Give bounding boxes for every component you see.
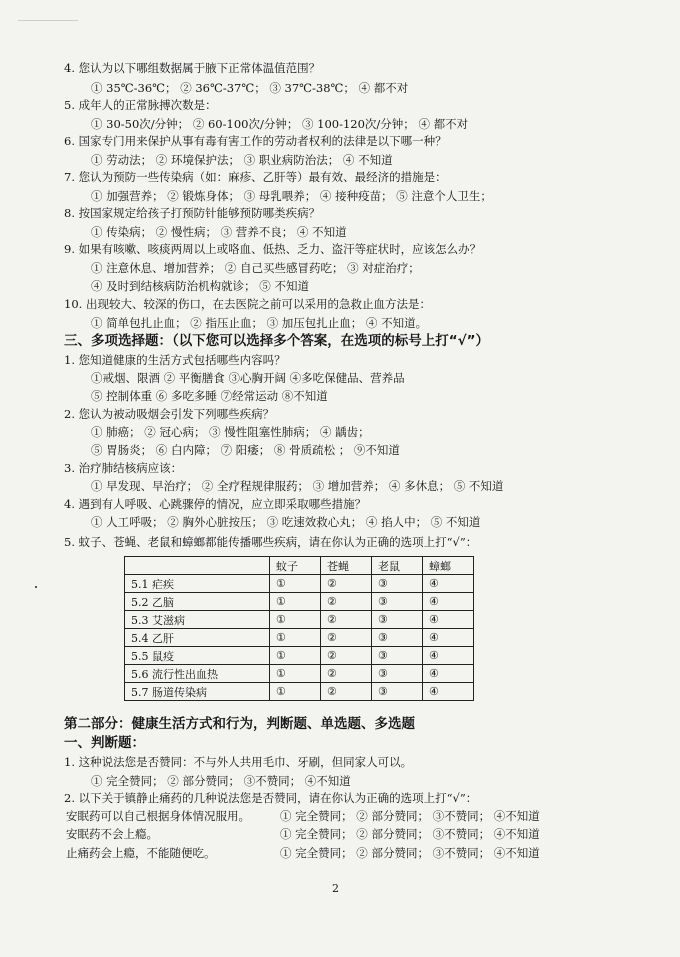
m2-question: 2. 您认为被动吸烟会引发下列哪些疾病？ bbox=[64, 407, 275, 421]
j2-item-text: 安眠药可以自己根据身体情况服用。 bbox=[66, 809, 250, 823]
j2-item-row bbox=[66, 845, 626, 861]
option-cell: ① bbox=[270, 575, 321, 593]
q8-question: 8. 按国家规定给孩子打预防针能够预防哪类疾病？ bbox=[64, 206, 321, 220]
option-cell: ④ bbox=[423, 593, 474, 611]
disease-label: 5.1 疟疾 bbox=[125, 575, 270, 593]
q9-question: 9. 如果有咳嗽、咳痰两周以上或咯血、低热、乏力、盗汗等症状时，应该怎么办？ bbox=[64, 242, 482, 256]
option-cell: ② bbox=[321, 611, 372, 629]
j2-question: 2. 以下关于镇静止痛药的几种说法您是否赞同，请在你认为正确的选项上打“√”： bbox=[64, 791, 478, 805]
m3-options: ① 早发现、早治疗； ② 全疗程规律服药； ③ 增加营养； ④ 多休息； ⑤ 不知道 bbox=[91, 479, 504, 493]
option-cell: ③ bbox=[372, 683, 423, 701]
disease-vector-table bbox=[124, 556, 474, 701]
j2-item-row bbox=[66, 826, 626, 842]
q10-question: 10. 出现较大、较深的伤口，在去医院之前可以采用的急救止血方法是： bbox=[64, 297, 431, 311]
m1-question: 1. 您知道健康的生活方式包括哪些内容吗？ bbox=[64, 353, 286, 367]
j2-item-options: ① 完全赞同； ② 部分赞同； ③不赞同； ④不知道 bbox=[280, 827, 540, 841]
table-header-cell: 老鼠 bbox=[372, 557, 423, 575]
option-cell: ③ bbox=[372, 575, 423, 593]
option-cell: ② bbox=[321, 665, 372, 683]
q5-question: 5. 成年人的正常脉搏次数是： bbox=[64, 98, 217, 112]
j2-item-options: ① 完全赞同； ② 部分赞同； ③不赞同； ④不知道 bbox=[280, 809, 540, 823]
table-row bbox=[125, 665, 474, 683]
option-cell: ④ bbox=[423, 629, 474, 647]
j2-item-row bbox=[66, 808, 626, 824]
disease-label: 5.3 艾滋病 bbox=[125, 611, 270, 629]
table-row bbox=[125, 629, 474, 647]
q9-options-line1: ① 注意休息、增加营养； ② 自己买些感冒药吃； ③ 对症治疗； bbox=[91, 261, 420, 275]
option-cell: ④ bbox=[423, 665, 474, 683]
option-cell: ① bbox=[270, 665, 321, 683]
table-header-cell: 苍蝇 bbox=[321, 557, 372, 575]
option-cell: ② bbox=[321, 593, 372, 611]
option-cell: ④ bbox=[423, 611, 474, 629]
q7-question: 7. 您认为预防一些传染病（如：麻疹、乙肝等）最有效、最经济的措施是： bbox=[64, 170, 447, 184]
disease-label: 5.2 乙脑 bbox=[125, 593, 270, 611]
m2-options-line1: ① 肺癌； ② 冠心病； ③ 慢性阻塞性肺病； ④ 龋齿； bbox=[91, 425, 370, 439]
q4-question: 4. 您认为以下哪组数据属于腋下正常体温值范围？ bbox=[64, 61, 321, 75]
table-row bbox=[125, 683, 474, 701]
scan-speck bbox=[35, 586, 37, 588]
q9-options-line2: ④ 及时到结核病防治机构就诊； ⑤ 不知道 bbox=[91, 279, 309, 293]
j2-item-text: 止痛药会上瘾，不能随便吃。 bbox=[66, 846, 216, 860]
disease-label: 5.6 流行性出血热 bbox=[125, 665, 270, 683]
option-cell: ③ bbox=[372, 593, 423, 611]
disease-label: 5.4 乙肝 bbox=[125, 629, 270, 647]
option-cell: ① bbox=[270, 593, 321, 611]
option-cell: ④ bbox=[423, 647, 474, 665]
m4-question: 4. 遇到有人呼吸、心跳骤停的情况，应立即采取哪些措施？ bbox=[64, 497, 367, 511]
option-cell: ③ bbox=[372, 647, 423, 665]
table-header-cell: 蚊子 bbox=[270, 557, 321, 575]
option-cell: ① bbox=[270, 647, 321, 665]
option-cell: ④ bbox=[423, 683, 474, 701]
table-row bbox=[125, 575, 474, 593]
scan-edge-mark bbox=[18, 12, 78, 21]
m5-question: 5. 蚊子、苍蝇、老鼠和蟑螂都能传播哪些疾病，请在你认为正确的选项上打“√”： bbox=[64, 535, 478, 549]
table-row bbox=[125, 611, 474, 629]
table-row bbox=[125, 593, 474, 611]
disease-label: 5.5 鼠疫 bbox=[125, 647, 270, 665]
disease-label: 5.7 肠道传染病 bbox=[125, 683, 270, 701]
section3-heading: 三、多项选择题：（以下您可以选择多个答案，在选项的标号上打“√”） bbox=[64, 333, 489, 349]
j2-item-text: 安眠药不会上瘾。 bbox=[66, 827, 158, 841]
table-header-row bbox=[125, 557, 474, 575]
option-cell: ② bbox=[321, 683, 372, 701]
option-cell: ② bbox=[321, 647, 372, 665]
option-cell: ② bbox=[321, 575, 372, 593]
option-cell: ③ bbox=[372, 665, 423, 683]
table-header-cell: 蟑螂 bbox=[423, 557, 474, 575]
option-cell: ① bbox=[270, 629, 321, 647]
m3-question: 3. 治疗肺结核病应该： bbox=[64, 461, 183, 475]
j1-options: ① 完全赞同； ② 部分赞同； ③不赞同； ④不知道 bbox=[91, 774, 351, 788]
j2-item-options: ① 完全赞同； ② 部分赞同； ③不赞同； ④不知道 bbox=[280, 846, 540, 860]
q6-question: 6. 国家专门用来保护从事有毒有害工作的劳动者权利的法律是以下哪一种？ bbox=[64, 134, 447, 148]
table-row bbox=[125, 647, 474, 665]
option-cell: ① bbox=[270, 611, 321, 629]
m4-options: ① 人工呼吸； ② 胸外心脏按压； ③ 吃速效救心丸； ④ 掐人中； ⑤ 不知道 bbox=[91, 515, 481, 529]
q4-options: ① 35℃-36℃； ② 36℃-37℃； ③ 37℃-38℃； ④ 都不对 bbox=[91, 81, 409, 95]
q7-options: ① 加强营养； ② 锻炼身体； ③ 母乳喂养； ④ 接种疫苗； ⑤ 注意个人卫生； bbox=[91, 189, 492, 203]
option-cell: ① bbox=[270, 683, 321, 701]
option-cell: ② bbox=[321, 629, 372, 647]
q8-options: ① 传染病； ② 慢性病； ③ 营养不良； ④ 不知道 bbox=[91, 225, 347, 239]
option-cell: ③ bbox=[372, 611, 423, 629]
part2-heading: 第二部分：健康生活方式和行为，判断题、单选题、多选题 bbox=[64, 716, 415, 732]
page-number: 2 bbox=[332, 882, 339, 895]
m1-options-line2: ⑤ 控制体重 ⑥ 多吃多睡 ⑦经常运动 ⑧不知道 bbox=[91, 389, 328, 403]
q10-options: ① 简单包扎止血； ② 指压止血； ③ 加压包扎止血； ④ 不知道。 bbox=[91, 316, 428, 330]
m2-options-line2: ⑤ 胃肠炎； ⑥ 白内障； ⑦ 阳痿； ⑧ 骨质疏松 ； ⑨不知道 bbox=[91, 443, 400, 457]
m1-options-line1: ①戒烟、限酒 ② 平衡膳食 ③心胸开阔 ④多吃保健品、营养品 bbox=[91, 371, 405, 385]
q5-options: ① 30-50次/分钟； ② 60-100次/分钟； ③ 100-120次/分钟； ④ 都不对 bbox=[91, 117, 469, 131]
table-header-cell bbox=[125, 557, 270, 575]
part2-subheading: 一、判断题： bbox=[64, 735, 145, 751]
q6-options: ① 劳动法； ② 环境保护法； ③ 职业病防治法； ④ 不知道 bbox=[91, 153, 393, 167]
j1-question: 1. 这种说法您是否赞同：不与外人共用毛巾、牙刷，但同家人可以。 bbox=[64, 755, 413, 769]
option-cell: ④ bbox=[423, 575, 474, 593]
option-cell: ③ bbox=[372, 629, 423, 647]
